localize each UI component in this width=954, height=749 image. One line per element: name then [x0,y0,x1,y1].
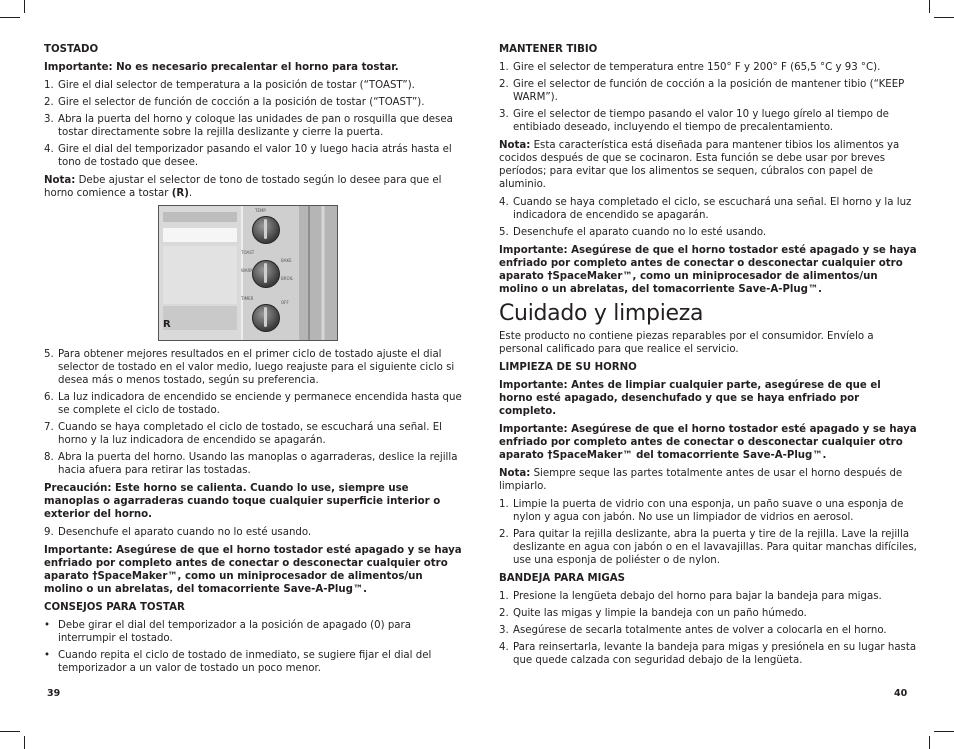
knob-label: BAKE [281,258,292,263]
list-item [44,526,462,539]
section-title-cuidado: Cuidado y limpieza [499,301,704,326]
oven-drawing [159,206,337,340]
step-text: Gire el dial selector de temperatura a la posición de tostar (“TOAST”). [58,80,415,91]
list-item [499,78,917,104]
step-number: 2. [499,79,509,90]
bullet-icon: • [44,620,51,631]
step-text: Gire el selector de función de cocción a la posición de mantener tibio (“KEEP WARM”). [513,79,905,103]
step-text: Gire el selector de tiempo pasando el valor 10 y luego gírelo al tiempo de entibiado deseado, incluyendo el tiempo de precalentamiento. [513,109,889,133]
step-text: Gire el dial del temporizador pasando el valor 10 y luego hacia atrás hasta el tono de tostado que desee. [58,144,452,168]
step-number: 4. [499,197,509,208]
section-heading-consejos: CONSEJOS PARA TOSTAR [44,602,185,613]
list-item [499,498,917,524]
crop-mark [934,731,954,732]
list-item [44,421,462,447]
list-item [44,348,462,387]
list-item [499,641,917,667]
timer-knob [252,304,280,332]
toast-step-9 [44,526,462,539]
page-number-right: 40 [894,688,908,699]
step-text: Gire el selector de temperatura entre 150° F y 200° F (65,5 °C y 93 °C). [513,62,881,73]
caution-note: Precaución: Este horno se calienta. Cuando lo use, siempre use manoplas o agarraderas cuando toque cualquier superficie interior o exterior del horno. [44,483,441,520]
right-page [499,43,917,672]
care-intro: Este producto no contiene piezas reparables por el consumidor. Envíelo a personal calificado para que realice el servicio. [499,331,874,355]
step-text: La luz indicadora de encendido se enciende y permanece encendida hasta que se complete el ciclo de tostado. [58,392,462,416]
step-number: 1. [44,80,54,91]
step-number: 2. [499,608,509,619]
temperature-knob [252,216,280,244]
bullet-icon: • [44,650,51,661]
list-item [44,143,462,169]
knob-label: WARM [241,268,254,273]
crop-mark [929,736,930,749]
list-item [44,649,462,675]
list-item [499,528,917,567]
crop-mark [934,17,954,18]
knob-label: TEMP [255,208,266,213]
list-item [44,451,462,477]
toast-note [44,174,462,200]
crop-mark [24,0,25,13]
figure-label: R [163,319,171,330]
step-number: 4. [44,144,54,155]
warm-note [499,139,917,191]
note-text: Debe ajustar el selector de tono de tostado según lo desee para que el horno comience a tostar [44,175,442,199]
step-text: Abra la puerta del horno y coloque las unidades de pan o rosquilla que desea tostar directamente sobre la rejilla deslizante y cierre la puerta. [58,114,453,138]
knob-label: BROIL [281,276,294,281]
step-text: Abra la puerta del horno. Usando las manoplas o agarraderas, deslice la rejilla hacia afuera para retirar las tostadas. [58,452,458,476]
crop-mark [0,731,20,732]
left-page [44,43,462,680]
list-item [44,96,462,109]
step-number: 9. [44,527,54,538]
step-text: Cuando se haya completado el ciclo, se escuchará una señal. El horno y la luz indicadora de encendido se apagarán. [513,197,912,221]
knob-label: OFF [281,300,289,305]
note-ref: (R) [171,188,189,199]
list-item [499,61,917,74]
list-item [499,196,917,222]
step-number: 3. [499,625,509,636]
note-text: Siempre seque las partes totalmente antes de usar el horno después de limpiarlo. [499,468,903,492]
list-item [499,108,917,134]
clean-steps [499,498,917,567]
step-text: Cuando se haya completado el ciclo de tostado, se escuchará una señal. El horno y la luz indicadora de encendido se apagarán. [58,422,442,446]
step-number: 8. [44,452,54,463]
step-text: Presione la lengüeta debajo del horno para bajar la bandeja para migas. [513,591,882,602]
note-label: Nota: [499,140,531,151]
list-item [499,226,917,239]
page-number-left: 39 [47,688,61,699]
list-item [44,391,462,417]
crop-mark [24,736,25,749]
step-text: Desenchufe el aparato cuando no lo esté usando. [58,527,312,538]
step-number: 3. [499,109,509,120]
list-item [44,619,462,645]
step-text: Para quitar la rejilla deslizante, abra la puerta y tire de la rejilla. Lave la rejilla deslizante en agua con jabón o en el lavavajillas. Para quitar manchas difíciles, use una esponja de poliéster o de nylon. [513,529,917,566]
step-number: 3. [44,114,54,125]
toast-steps [44,79,462,169]
tip-text: Debe girar el dial del temporizador a la posición de apagado (0) para interrumpir el tostado. [58,620,411,644]
section-heading-tostado: TOSTADO [44,44,99,55]
list-item [499,590,917,603]
list-item [44,79,462,92]
note-end: . [188,188,193,199]
tip-text: Cuando repita el ciclo de tostado de inmediato, se sugiere fijar el dial del temporizador a un valor de tostado un poco menor. [58,650,432,674]
list-item [44,113,462,139]
important-unplug-note: Importante: Asegúrese de que el horno tostador esté apagado y se haya enfriado por completo antes de conectar o desconectar cualquier otro aparato †SpaceMaker™, como un miniprocesador de alimentos/un molino o un abrelatas, del tomacorriente Save-A-Plug™. [44,545,462,595]
list-item [499,624,917,637]
warm-steps [499,61,917,134]
section-heading-mantener: MANTENER TIBIO [499,44,598,55]
knob-label: TIMER [241,296,254,301]
step-number: 1. [499,499,509,510]
important-note: Importante: No es necesario precalentar el horno para tostar. [44,62,399,73]
note-text: Esta característica está diseñada para mantener tibios los alimentos ya cocidos después de que se cocinaron. Esta función se debe usar por breves períodos; para evitar que los alimentos se sequen, cúbralos con papel de aluminio. [499,140,900,190]
step-number: 1. [499,591,509,602]
step-number: 6. [44,392,54,403]
step-text: Para obtener mejores resultados en el primer ciclo de tostado ajuste el dial selector de tostado en el valor medio, luego reajuste para el siguiente ciclo si desea más o menos tostado, según su preferencia. [58,349,455,386]
step-text: Desenchufe el aparato cuando no lo esté usando. [513,227,767,238]
tray-steps [499,590,917,667]
step-number: 2. [44,97,54,108]
crop-mark [0,17,20,18]
toast-steps-continued [44,348,462,477]
step-text: Quite las migas y limpie la bandeja con un paño húmedo. [513,608,807,619]
toast-tips [44,619,462,675]
important-unplug-note: Importante: Asegúrese de que el horno tostador esté apagado y se haya enfriado por completo antes de conectar o desconectar cualquier otro aparato †SpaceMaker™, como un miniprocesador de alimentos/un molino o un abrelatas, del tomacorriente Save-A-Plug™. [499,245,917,295]
step-text: Para reinsertarla, levante la bandeja para migas y presiónela en su lugar hasta que quede calzada con seguridad debajo de la lengüeta. [513,642,917,666]
step-number: 7. [44,422,54,433]
note-label: Nota: [44,175,76,186]
step-text: Asegúrese de secarla totalmente antes de volver a colocarla en el horno. [513,625,887,636]
section-heading-limpieza: LIMPIEZA DE SU HORNO [499,362,637,373]
step-number: 1. [499,62,509,73]
step-number: 5. [44,349,54,360]
crop-mark [929,0,930,13]
list-item [499,607,917,620]
note-label: Nota: [499,468,531,479]
step-text: Limpie la puerta de vidrio con una esponja, un paño suave o una esponja de nylon y agua con jabón. No use un limpiador de vidrios en aerosol. [513,499,904,523]
important-clean-note: Importante: Antes de limpiar cualquier parte, asegúrese de que el horno esté apagado, desenchufado y que se haya enfriado por completo. [499,380,881,417]
warm-steps-continued [499,196,917,239]
step-number: 2. [499,529,509,540]
step-number: 5. [499,227,509,238]
section-heading-bandeja: BANDEJA PARA MIGAS [499,573,626,584]
clean-note [499,467,917,493]
step-number: 4. [499,642,509,653]
important-unplug-note-2: Importante: Asegúrese de que el horno tostador esté apagado y se haya enfriado por completo antes de conectar o desconectar cualquier otro aparato †SpaceMaker™ del tomacorriente Save-A-Plug™. [499,424,917,461]
oven-illustration [158,205,338,341]
function-knob [252,260,280,288]
knob-label: TOAST [241,250,255,255]
step-text: Gire el selector de función de cocción a la posición de tostar (“TOAST”). [58,97,425,108]
